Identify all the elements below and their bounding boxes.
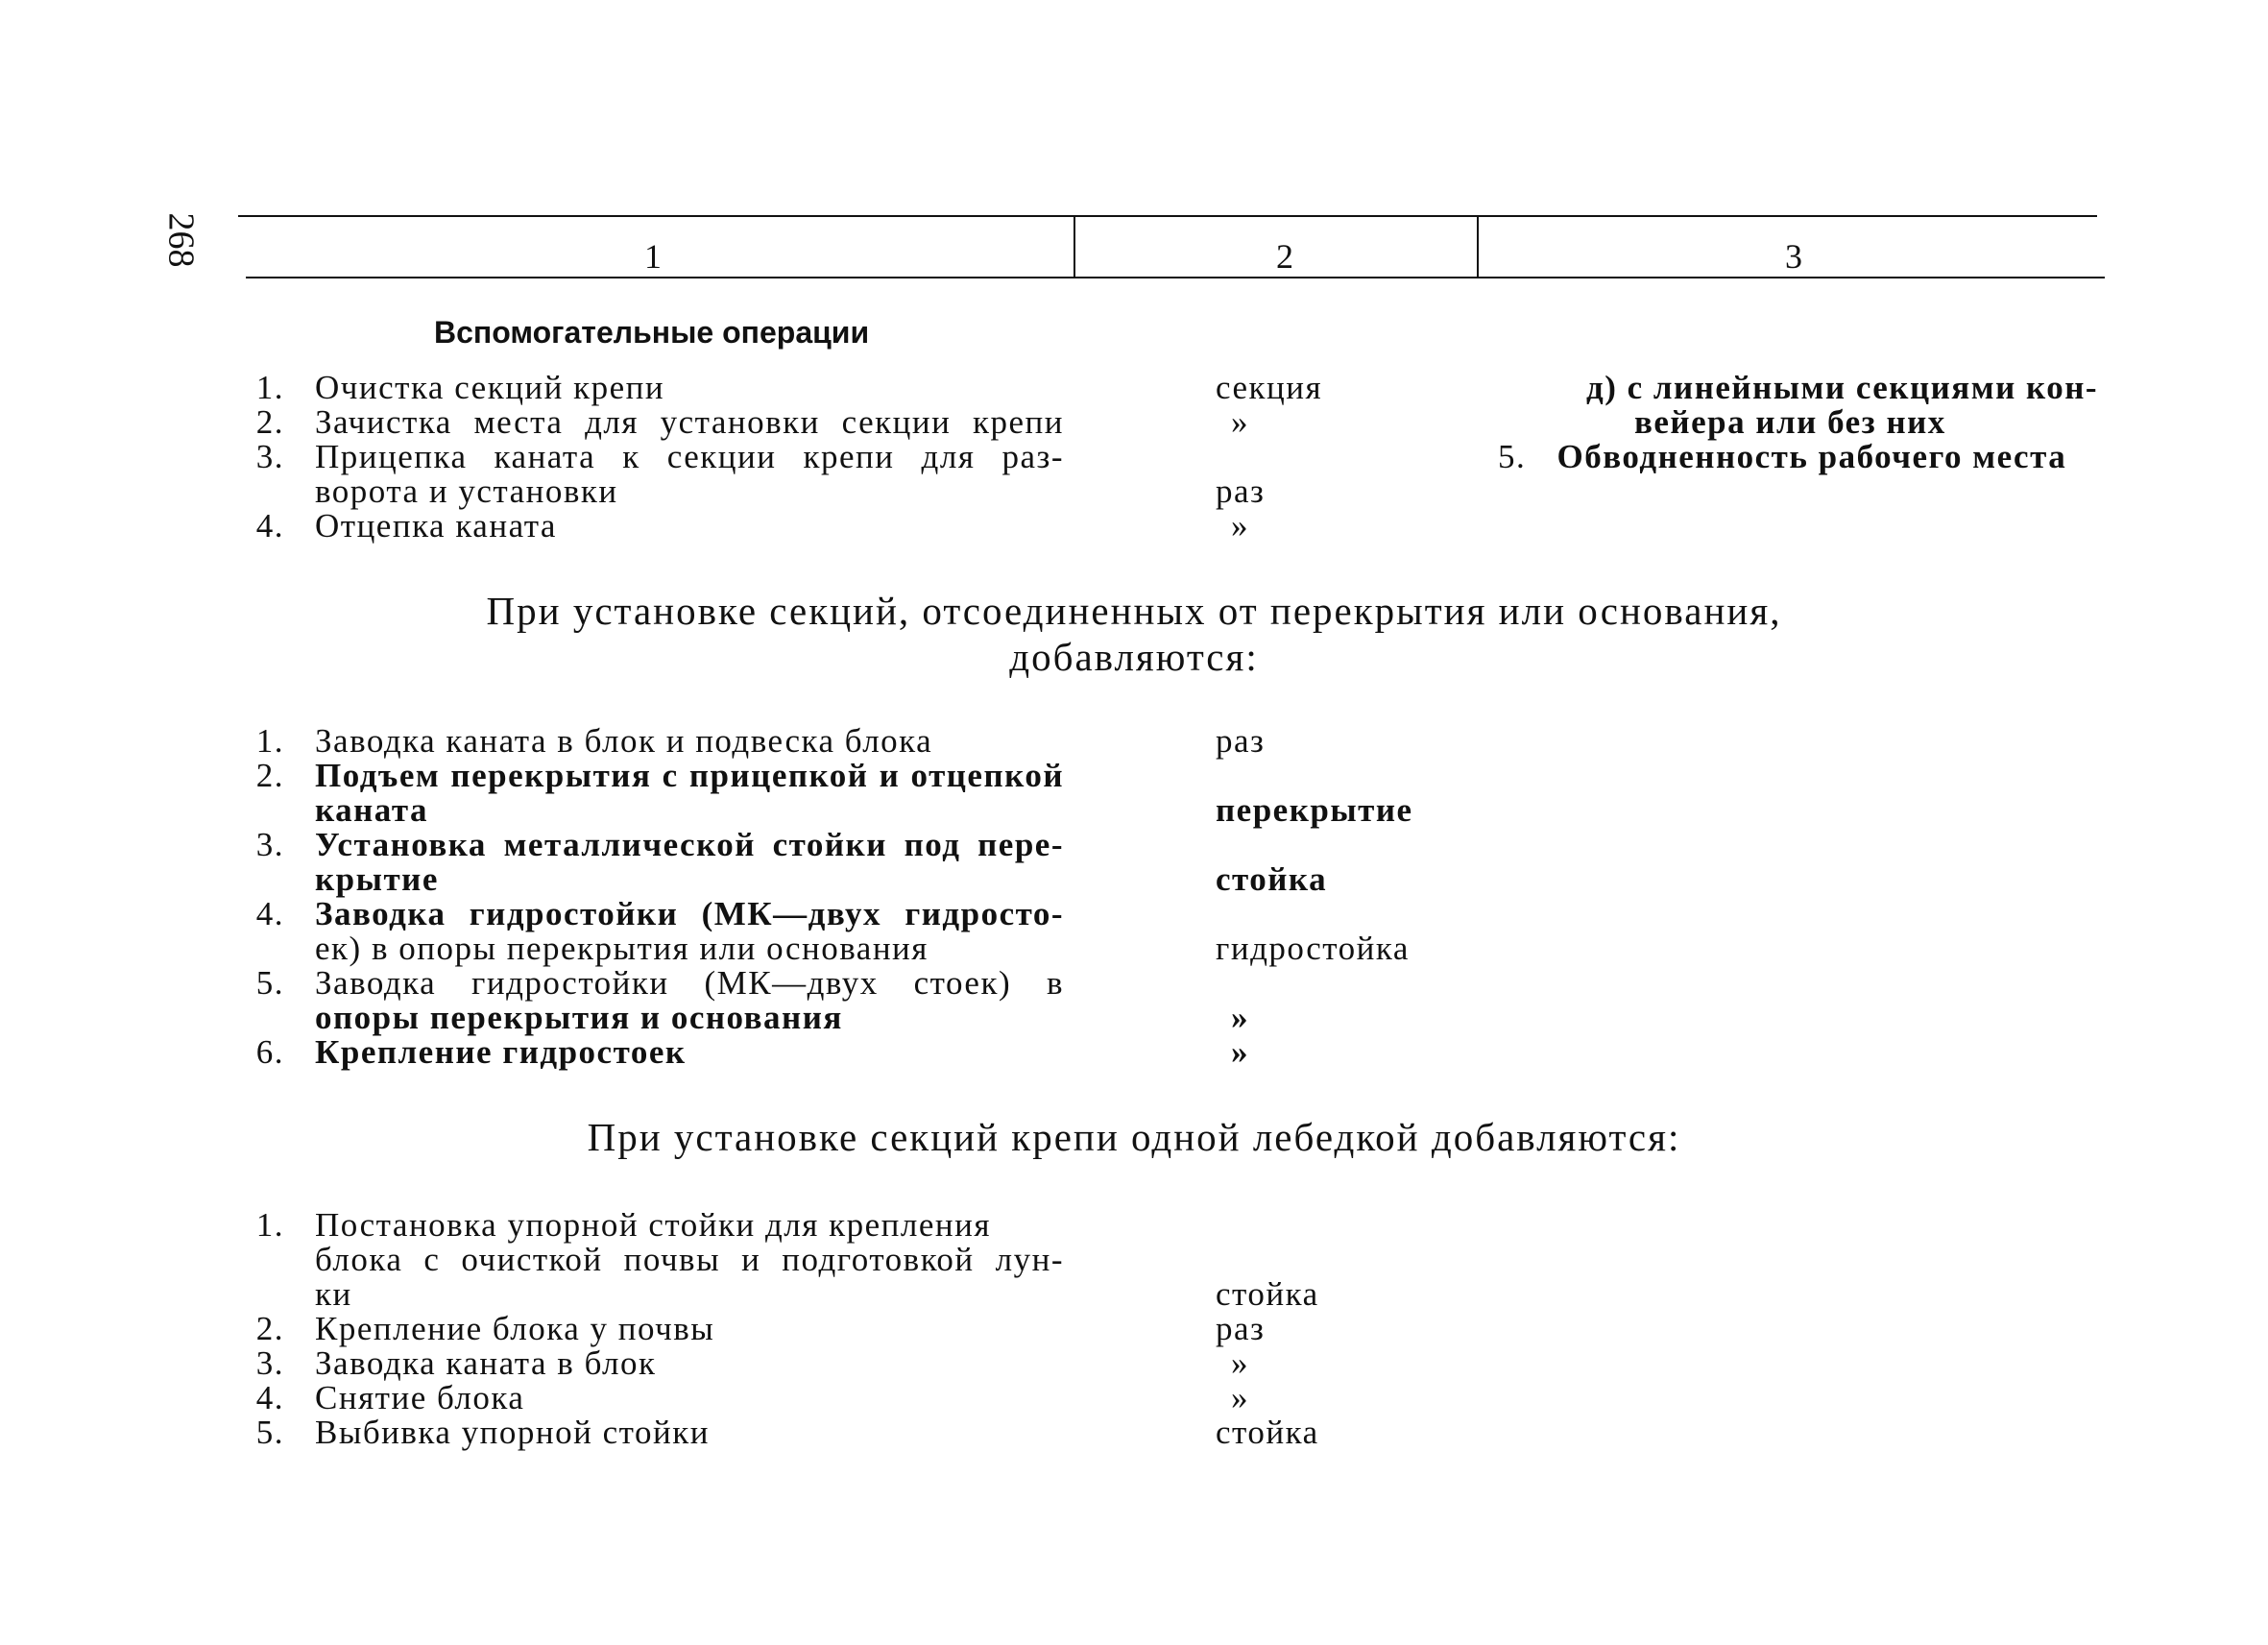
list-item-continuation <box>0 472 2268 510</box>
item-text: Снятие блока <box>315 1379 525 1416</box>
item-text: Выбивка упорной стойки <box>315 1414 710 1451</box>
list-item <box>0 757 2268 794</box>
item-text: Установка металлической стойки под пере- <box>315 826 1064 863</box>
item-number: 2. <box>255 1310 284 1347</box>
item-number: 3. <box>255 826 284 863</box>
list-item <box>0 507 2268 542</box>
item-text: Отцепка каната <box>315 507 557 544</box>
item-number: 4. <box>255 895 284 932</box>
list-item <box>0 895 2268 930</box>
item-number: 5. <box>1498 438 1527 475</box>
item-number: 3. <box>255 438 284 475</box>
item-number: 5. <box>255 964 284 1002</box>
item-text: Зачистка места для установки секции крепи <box>315 403 1064 441</box>
section2-heading-line2: добавляются: <box>1009 635 1259 679</box>
item-unit: гидростойка <box>1216 930 1410 967</box>
item-text: ек) в опоры перекрытия или основания <box>315 930 929 967</box>
item-text: ворота и установки <box>315 472 618 510</box>
header-rule-bottom <box>246 277 2105 278</box>
item-number: 1. <box>255 369 284 406</box>
item-text: Заводка каната в блок и подвеска блока <box>315 722 933 760</box>
item-unit: раз <box>1216 1310 1266 1347</box>
list-item <box>0 826 2268 863</box>
list-item-continuation <box>0 791 2268 829</box>
list-item <box>0 1379 2268 1414</box>
item-unit: раз <box>1216 472 1266 510</box>
item-unit: секция <box>1216 369 1323 406</box>
item-unit: стойка <box>1216 860 1328 898</box>
item-text: каната <box>315 791 429 829</box>
item-number: 6. <box>255 1033 284 1071</box>
list-item <box>0 1414 2268 1451</box>
header-divider-1 <box>1074 217 1075 277</box>
item-text: Очистка секций крепи <box>315 369 665 406</box>
column-header-2: 2 <box>1276 237 1293 276</box>
item-text: Заводка каната в блок <box>315 1344 657 1382</box>
item-text: опоры перекрытия и основания <box>315 999 843 1036</box>
list-item-continuation <box>0 1275 2268 1313</box>
list-item <box>0 964 2268 1002</box>
header-divider-2 <box>1477 217 1479 277</box>
list-item-continuation <box>0 1241 2268 1278</box>
item-unit: » <box>1231 403 1249 441</box>
item-unit: стойка <box>1216 1275 1319 1313</box>
list-item-continuation <box>0 999 2268 1036</box>
item-text: Подъем перекрытия с прицепкой и отцепкой <box>315 757 1064 794</box>
item-number: 1. <box>255 1206 284 1244</box>
column-header-3: 3 <box>1785 237 1802 276</box>
item-unit: » <box>1231 1344 1249 1382</box>
item-number: 4. <box>255 1379 284 1416</box>
item-unit: стойка <box>1216 1414 1319 1451</box>
item-number: 3. <box>255 1344 284 1382</box>
item-unit: раз <box>1216 722 1266 760</box>
item-unit: » <box>1231 999 1249 1036</box>
list-item <box>0 1310 2268 1347</box>
item-text: Прицепка каната к секции крепи для раз- <box>315 438 1064 475</box>
column-header-1: 1 <box>644 237 662 276</box>
item-text: Крепление гидростоек <box>315 1033 687 1071</box>
col3-item-5 <box>1498 438 2066 476</box>
item-text: Крепление блока у почвы <box>315 1310 715 1347</box>
item-unit: » <box>1231 1033 1249 1071</box>
aux-section-title: Вспомогательные операции <box>434 315 870 350</box>
item-unit: » <box>1231 1379 1249 1416</box>
item-unit: перекрытие <box>1216 791 1413 829</box>
item-number: 1. <box>255 722 284 760</box>
item-number: 5. <box>255 1414 284 1451</box>
item-unit: » <box>1231 507 1249 544</box>
page-number: 268 <box>160 212 202 268</box>
item-text: блока с очисткой почвы и подготовкой лун- <box>315 1241 1064 1278</box>
item-number: 2. <box>255 403 284 441</box>
list-item <box>0 1344 2268 1382</box>
item-text: Обводненность рабочего места <box>1556 438 2067 475</box>
list-item-continuation <box>0 930 2268 967</box>
list-item <box>0 722 2268 760</box>
item-text: Заводка гидростойки (МК—двух стоек) в <box>315 964 1064 1002</box>
list-item <box>0 1206 2268 1244</box>
item-text: крытие <box>315 860 439 898</box>
item-text: ки <box>315 1275 352 1313</box>
item-number: 2. <box>255 757 284 794</box>
header-rule-top <box>238 215 2097 217</box>
list-item-continuation <box>0 860 2268 898</box>
list-item <box>0 1033 2268 1071</box>
col3-line-1: д) с линейными секциями кон- <box>1586 369 2099 406</box>
item-number: 4. <box>255 507 284 544</box>
section2-heading-line1: При установке секций, отсоединенных от перекрытия или основания, <box>486 589 1782 633</box>
item-text: Постановка упорной стойки для крепления <box>315 1206 991 1244</box>
col3-line-2: вейера или без них <box>1634 403 1946 441</box>
section3-heading: При установке секций крепи одной лебедкой добавляются: <box>587 1115 1681 1159</box>
item-text: Заводка гидростойки (МК—двух гидросто- <box>315 895 1064 932</box>
